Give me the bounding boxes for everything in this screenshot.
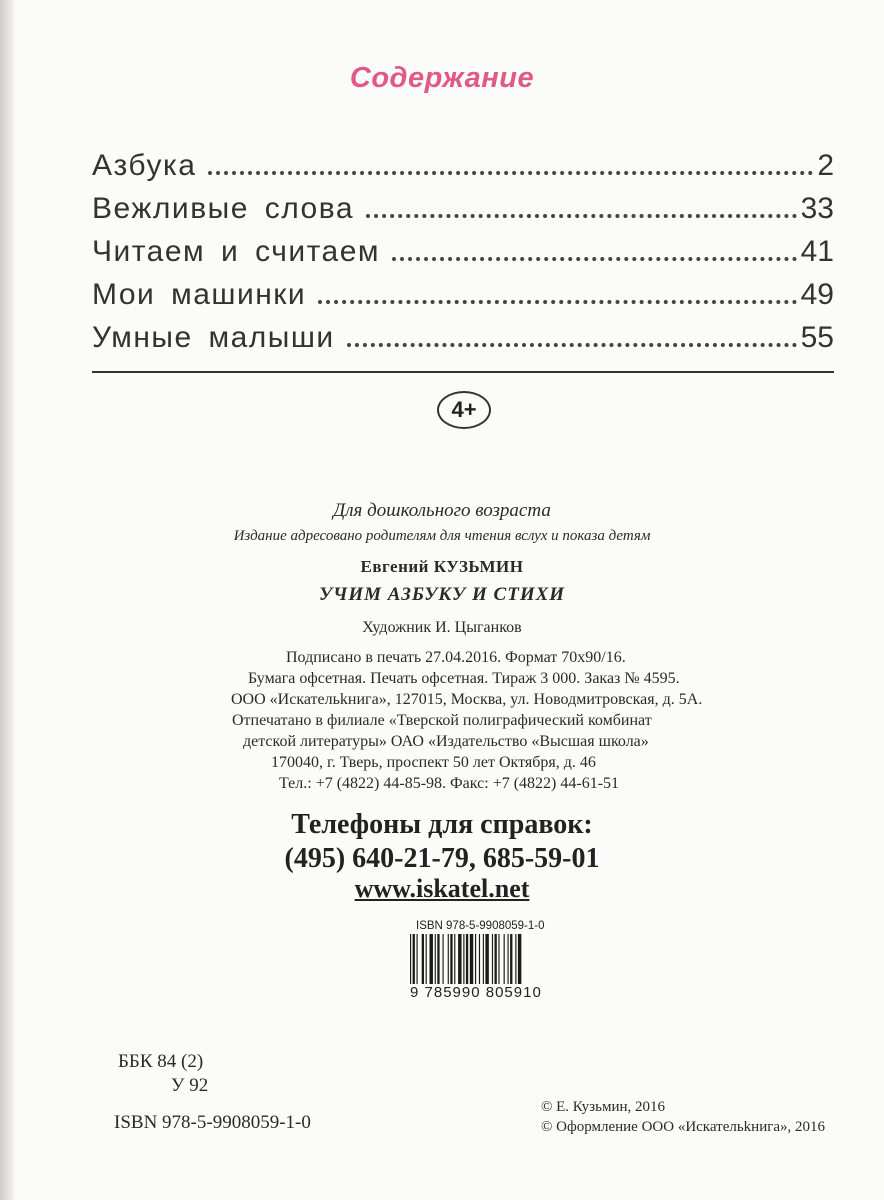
audience-line: Для дошкольного возраста [333,500,551,521]
barcode-bar [454,934,455,984]
author-name: Евгений КУЗЬМИН [360,557,524,576]
phones-heading: Телефоны для справок: [291,809,593,840]
barcode-bar [504,934,505,984]
barcode-bar [470,934,473,984]
barcode-bar [463,934,464,984]
details-line: Подписано в печать 27.04.2016. Формат 70x90/16. [286,649,626,666]
copyright-line: © Е. Кузьмин, 2016 [541,1099,665,1115]
barcode-bars [408,934,558,984]
barcode-bar [483,934,484,984]
barcode-bar [495,934,497,984]
barcode-bar [458,934,461,984]
barcode-bar [422,934,424,984]
toc-entry-page: 49 [800,278,834,311]
barcode-bar [492,934,493,984]
details-line: ООО «Искательkнига», 127015, Москва, ул. Новодмитровская, д. 5А. [231,691,703,708]
barcode-bar [508,934,509,984]
toc-entry-label: Азбука [92,149,197,182]
barcode-bar [410,934,411,984]
details-line: Бумага офсетная. Печать офсетная. Тираж 3 000. Заказ № 4595. [248,670,680,687]
toc-entry [92,140,834,183]
dot-leader [318,300,796,304]
toc-title: Содержание [349,62,535,94]
bbk-code: ББК 84 (2) [118,1051,204,1072]
details-line: 170040, г. Тверь, проспект 50 лет Октября, д. 46 [271,754,596,771]
phone-numbers: (495) 640-21-79, 685-59-01 [284,843,600,874]
toc-entry-page: 2 [817,149,834,182]
toc-entry [92,183,834,226]
barcode-bar [448,934,449,984]
toc-entry [92,269,834,312]
publication-details [0,647,884,794]
barcode-bar [518,934,521,984]
dot-leader [347,343,797,347]
barcode-number: 9 785990 805910 [410,984,542,1001]
barcode-bar [430,934,433,984]
barcode-bar [443,934,444,984]
details-line: Отпечатано в филиале «Тверской полиграфический комбинат [232,712,652,729]
barcode-bar [515,934,516,984]
details-line: Тел.: +7 (4822) 44-85-98. Факс: +7 (4822) 44-61-51 [279,775,620,792]
toc-entry-page: 33 [800,192,834,225]
copyright-notice [541,1097,825,1137]
toc-entry-label: Умные малыши [92,321,335,354]
barcode-bar [510,934,512,984]
classification-codes [118,1050,208,1098]
barcode-isbn-label: ISBN 978-5-9908059-1-0 [416,920,545,932]
barcode-bar [498,934,499,984]
phones-block [0,808,884,876]
toc-entry-label: Мои машинки [92,278,307,311]
barcode [408,920,558,1001]
details-line: детской литературы» ОАО «Издательство «Высшая школа» [243,733,649,750]
dot-leader [366,214,797,218]
toc-entry [92,226,834,269]
audience-note: Издание адресовано родителям для чтения вслух и показа детям [233,528,651,544]
barcode-bar [437,934,439,984]
copyright-line: © Оформление ООО «Искательkнига», 2016 [541,1119,826,1135]
barcode-bar [435,934,436,984]
toc-entry-page: 41 [800,235,834,268]
barcode-bar [426,934,427,984]
isbn-number: ISBN 978-5-9908059-1-0 [114,1112,311,1133]
barcode-bar [475,934,476,984]
barcode-bar [450,934,452,984]
barcode-bar [485,934,488,984]
barcode-bar [413,934,415,984]
barcode-bar [466,934,468,984]
age-rating-badge: 4+ [437,391,491,429]
website-link[interactable]: www.iskatel.net [354,874,530,903]
toc-entry-page: 55 [800,321,834,354]
book-title: УЧИМ АЗБУКУ И СТИХИ [318,584,566,605]
toc-entry-label: Читаем и считаем [92,235,381,268]
dot-leader [392,257,797,261]
toc-entry-label: Вежливые слова [92,192,355,225]
table-of-contents [92,140,834,355]
dot-leader [208,171,813,175]
barcode-bar [479,934,480,984]
author-mark: У 92 [171,1075,209,1096]
toc-entry [92,312,834,355]
illustrator-credit: Художник И. Цыганков [362,619,522,636]
toc-divider [92,371,834,373]
barcode-bar [417,934,418,984]
